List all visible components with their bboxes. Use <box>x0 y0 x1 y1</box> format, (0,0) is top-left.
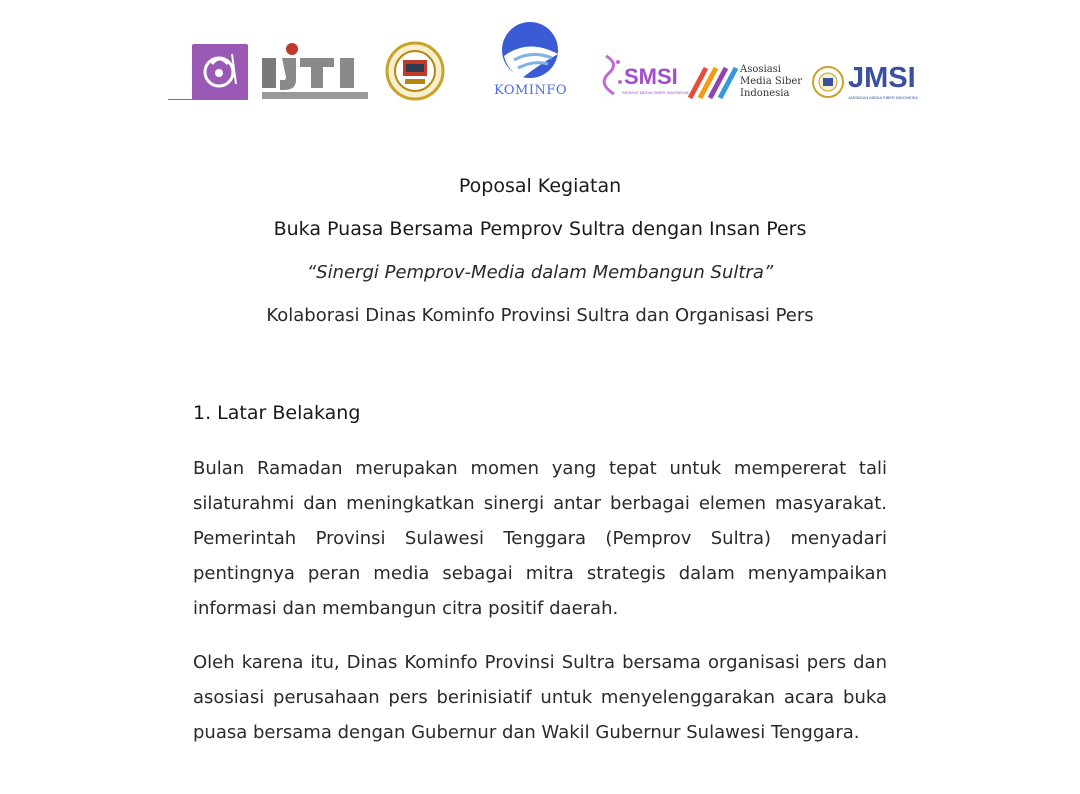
organization-logo-purple <box>192 44 248 100</box>
smsi-logo <box>600 52 689 100</box>
jmsi-logo-text: JMSI <box>848 62 916 94</box>
amsi-logo-line2: Media Siber <box>740 76 803 87</box>
background-paragraph-1: Bulan Ramadan merupakan momen yang tepat untuk mempererat tali silaturahmi dan meningkatkan sinergi antar berbagai elemen masyarakat. Pemerintah Provinsi Sulawesi Tenggara (Pemprov Sultra) menyadari pentingnya peran media sebagai mitra strategis dalam menyampaikan informasi dan membangun citra positif daerah. <box>193 458 887 619</box>
background-paragraph-2: Oleh karena itu, Dinas Kominfo Provinsi Sultra bersama organisasi pers dan asosiasi perusahaan pers berinisiatif untuk menyelenggarakan acara buka puasa bersama dengan Gubernur dan Wakil Gubernur Sulawesi Tenggara. <box>193 652 887 743</box>
jmsi-logo-subtext: JARINGAN MEDIA SIBER INDONESIA <box>848 95 919 100</box>
document-title: Poposal Kegiatan <box>458 175 622 197</box>
amsi-logo-line1: Asosiasi <box>740 64 781 75</box>
collaboration-line: Kolaborasi Dinas Kominfo Provinsi Sultra dan Organisasi Pers <box>266 305 814 326</box>
ijti-logo <box>260 42 372 102</box>
smsi-logo-subtext: SERIKAT MEDIA SIBER INDONESIA <box>622 90 689 95</box>
section-heading-latar-belakang: 1. Latar Belakang <box>193 402 361 424</box>
kominfo-logo-text: KOMINFO <box>494 83 568 98</box>
pwi-emblem-logo <box>382 40 448 102</box>
smsi-logo-text: SMSI <box>624 64 678 89</box>
jmsi-logo <box>810 64 934 102</box>
event-title: Buka Puasa Bersama Pemprov Sultra dengan Insan Pers <box>273 218 807 240</box>
logo-header <box>0 0 1080 110</box>
amsi-logo <box>688 62 808 102</box>
kominfo-logo <box>492 20 570 102</box>
event-theme: “Sinergi Pemprov-Media dalam Membangun Sultra” <box>306 262 774 283</box>
amsi-logo-line3: Indonesia <box>740 88 790 99</box>
